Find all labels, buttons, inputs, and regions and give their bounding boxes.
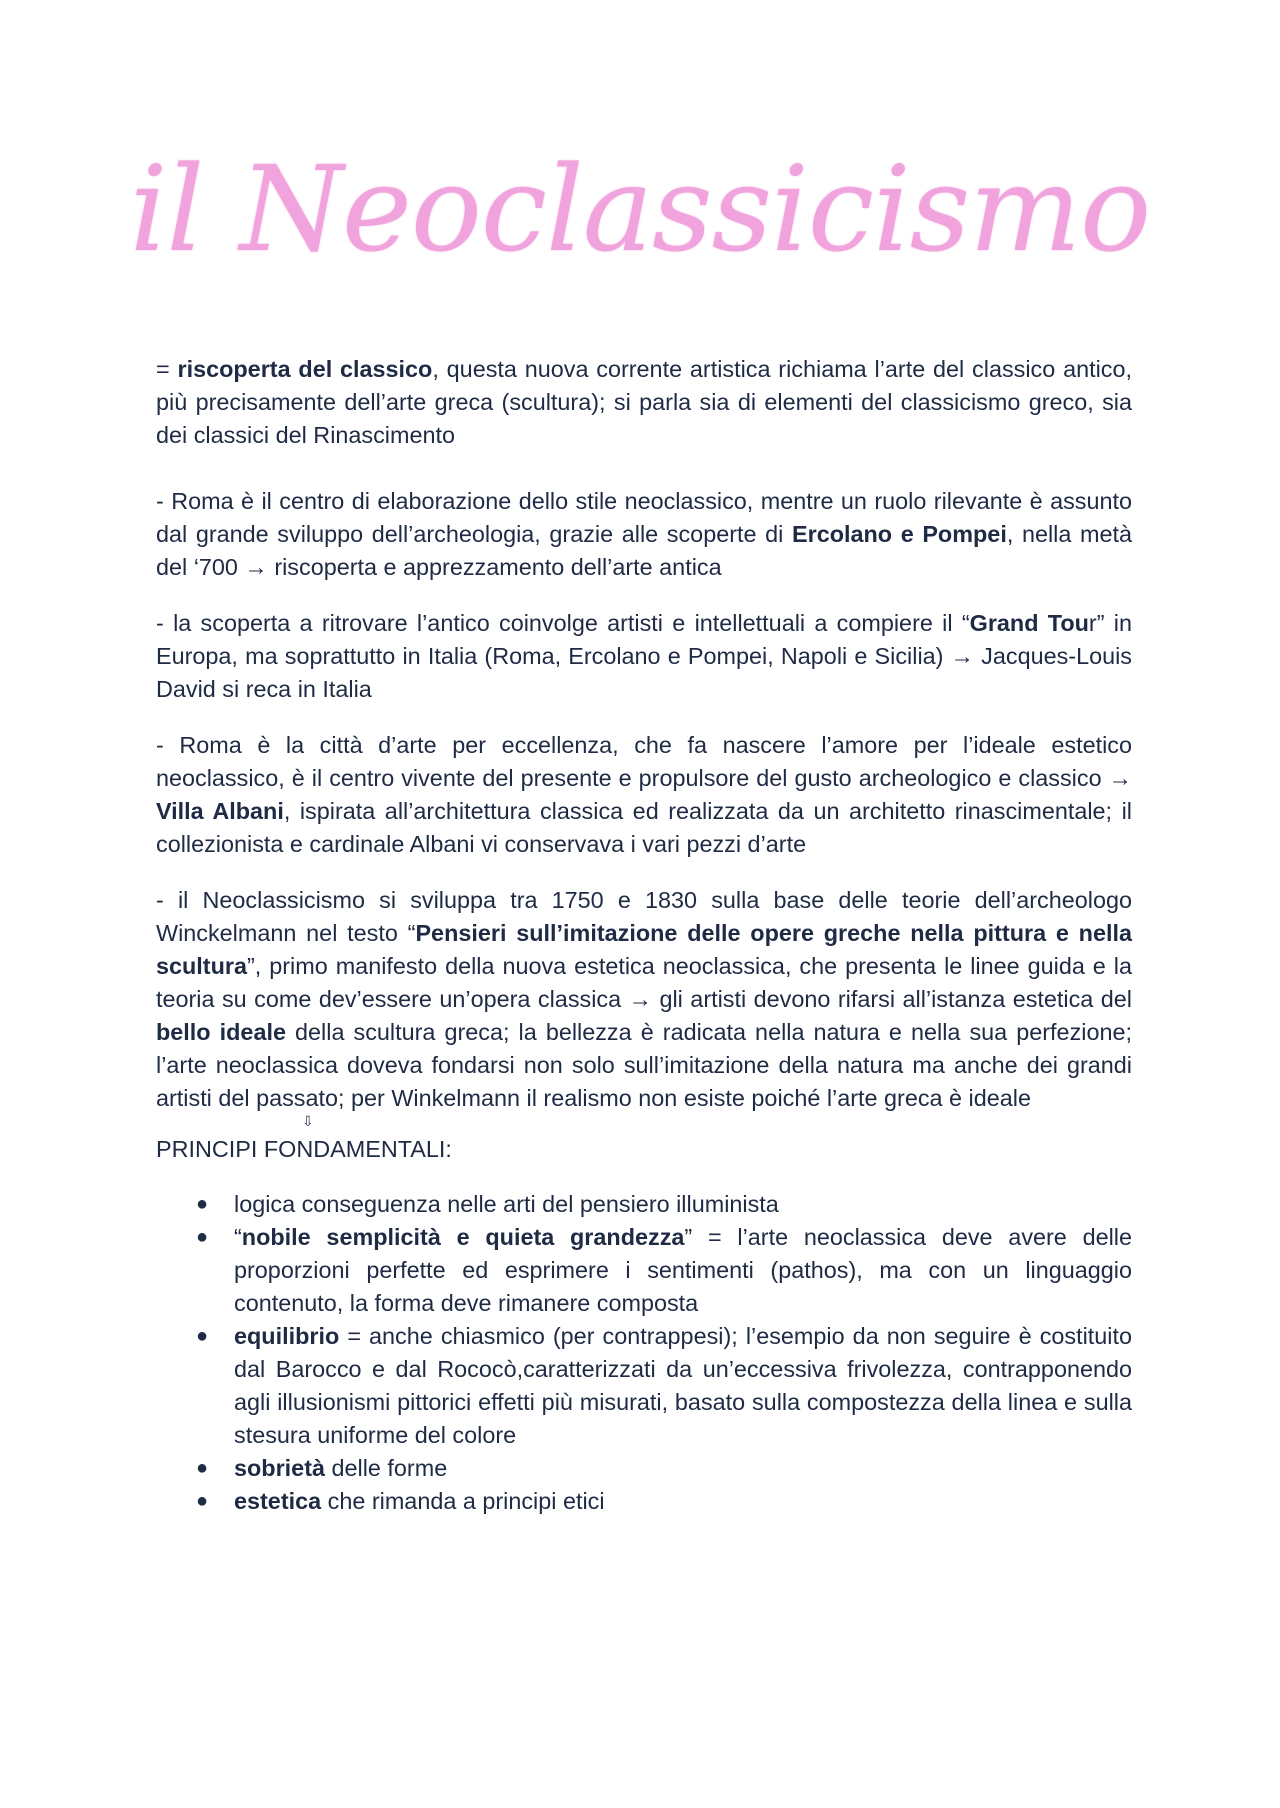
p4-bold-ideal: bello ideale [156, 1019, 286, 1045]
list-item [156, 1452, 1132, 1485]
p1-text-c: , nella metà del ‘700 → riscoperta e apprezzamento dell’arte antica [156, 521, 1133, 580]
p4-text-c: ”, primo manifesto della nuova estetica neoclassica, che presenta le linee guida e la teoria su come dev’essere un’opera classica → gli artisti devono rifarsi all’istanza estetica del [156, 953, 1132, 1012]
bullet-icon: ● [196, 1193, 209, 1215]
p4-bold-title: Pensieri sull’imitazione delle opere greche nella pittura e nella scultura [156, 920, 1132, 979]
paragraph-winckelmann [156, 884, 1132, 1115]
item5-text-c: che rimanda a principi etici [321, 1488, 605, 1514]
intro-paragraph [156, 353, 1132, 452]
intro-bold: riscoperta del classico [177, 356, 433, 382]
list-item [156, 1320, 1132, 1452]
intro-text: , questa nuova corrente artistica richiama l’arte del classico antico, più precisamente dell’arte greca (scultura); si parla sia di elementi del classicismo greco, sia dei classici del Rinascimento [156, 356, 1132, 448]
paragraph-grand-tour [156, 607, 1132, 706]
p1-text-a: - Roma è il centro di elaborazione dello stile neoclassico, mentre un ruolo rilevante è assunto dal grande sviluppo dell’archeologia, grazie alle scoperte di [156, 488, 1132, 547]
p4-text-a: - il Neoclassicismo si sviluppa tra 1750 e 1830 sulla base delle teorie dell’archeologo Winckelmann nel testo “ [156, 887, 1132, 946]
item3-bold: equilibrio [234, 1323, 340, 1349]
item1-text: logica conseguenza nelle arti del pensiero illuminista [234, 1191, 779, 1217]
p2-text-c: r” in Europa, ma soprattutto in Italia (Roma, Ercolano e Pompei, Napoli e Sicilia) → Jacques-Louis David si reca in Italia [156, 610, 1132, 702]
principles-list [156, 1188, 1132, 1518]
down-arrow-icon: ⇩ [302, 1113, 314, 1129]
item5-bold: estetica [234, 1488, 322, 1514]
item2-bold: nobile semplicità e quieta grandezza [241, 1224, 685, 1250]
bullet-icon: ● [196, 1325, 209, 1347]
principles-heading: PRINCIPI FONDAMENTALI: [156, 1136, 452, 1162]
p3-text-a: - Roma è la città d’arte per eccellenza, che fa nascere l’amore per l’ideale estetico neoclassico, è il centro vivente del presente e propulsore del gusto archeologico e classico → [156, 732, 1132, 791]
item2-text-a: “ [234, 1224, 242, 1250]
p4-text-e: della scultura greca; la bellezza è radicata nella natura e nella sua perfezione; l’arte neoclassica doveva fondarsi non solo sull’imitazione della natura ma anche dei grandi artisti del passato; per Winkelmann il realismo non esiste poiché l’arte greca è ideale [156, 1019, 1132, 1111]
list-item [156, 1485, 1132, 1518]
bullet-icon: ● [196, 1490, 209, 1512]
paragraph-roma-archeologia [156, 485, 1132, 584]
page-title: il Neoclassicismo [129, 140, 1151, 278]
bullet-icon: ● [196, 1226, 209, 1248]
bullet-icon: ● [196, 1457, 209, 1479]
item4-bold: sobrietà [234, 1455, 325, 1481]
paragraph-villa-albani [156, 729, 1132, 861]
item4-text-c: delle forme [325, 1455, 448, 1481]
intro-prefix: = [156, 356, 178, 382]
p3-text-c: , ispirata all’architettura classica ed realizzata da un architetto rinascimentale; il collezionista e cardinale Albani vi conservava i vari pezzi d’arte [156, 798, 1132, 857]
p1-bold: Ercolano e Pompei [791, 521, 1007, 547]
document-body [156, 353, 1132, 1518]
item3-text-c: = anche chiasmico (per contrappesi); l’esempio da non seguire è costituito dal Barocco e dal Rococò,caratterizzati da un’eccessiva frivolezza, contrapponendo agli illusionismi pittorici effetti più misurati, basato sulla compostezza della linea e sulla stesura uniforme del colore [234, 1323, 1132, 1448]
p2-text-a: - la scoperta a ritrovare l’antico coinvolge artisti e intellettuali a compiere il “ [156, 610, 970, 636]
p3-bold: Villa Albani [156, 798, 284, 824]
item2-text-c: ” = l’arte neoclassica deve avere delle proporzioni perfette ed esprimere i sentimenti (pathos), ma con un linguaggio contenuto, la forma deve rimanere composta [234, 1224, 1133, 1316]
list-item [156, 1188, 1132, 1221]
p2-bold: Grand Tou [969, 610, 1089, 636]
list-item [156, 1221, 1132, 1320]
